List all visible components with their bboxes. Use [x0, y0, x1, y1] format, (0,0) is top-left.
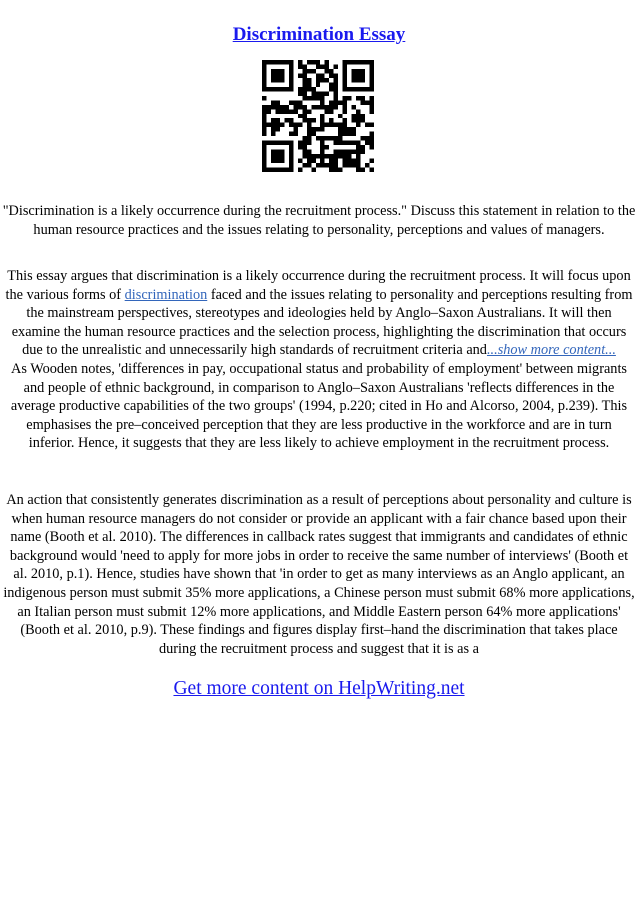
qr-code-icon	[262, 60, 374, 172]
wooden-paragraph: As Wooden notes, 'differences in pay, occupational status and probability of employment' between migrants and people of ethnic background, in comparison to Anglo–Saxon Australians 'reflects differences in the average productive capabilities of the two groups' (1994, p.220; cited in Ho and Alcorso, 2004, p.239). This emphasises the pre–conceived perception that they are less productive in the workforce and are in turn inferior. Hence, it suggests that they are less likely to achieve employment in the recruitment process.	[10, 360, 628, 452]
document-title-link[interactable]: Discrimination Essay	[232, 24, 406, 45]
essay-prompt: "Discrimination is a likely occurrence during the recruitment process." Discuss this statement in relation to the human resource practices and the issues relating to personality, perceptions and values of managers.	[2, 203, 636, 238]
intro-and-excerpt	[2, 267, 636, 453]
booth-paragraph: An action that consistently generates discrimination as a result of perceptions about personality and culture is when human resource managers do not consider or provide an applicant with a fair chance based upon their name (Booth et al. 2010). The differences in callback rates suggest that immigrants and candidates of ethnic background would 'need to apply for more jobs in order to receive the same number of interviews' (Booth et al. 2010, p.1). Hence, studies have shown that 'in order to get as many interviews as an Anglo applicant, an indigenous person must submit 35% more applications, a Chinese person must submit 68% more applications, an Italian person must submit 12% more applications, and Middle Eastern person 64% more applications' (Booth et al. 2010, p.9). These findings and figures display first–hand the discrimination that takes place during the recruitment process and suggest that it is as a	[3, 492, 635, 657]
get-more-content-link[interactable]: Get more content on HelpWriting.net	[173, 678, 465, 699]
intro-text-after: faced and the issues relating to personality and perceptions resulting from the mainstream perspectives, stereotypes and ideologies held by Anglo–Saxon Australians. It will then examine the human resource practices and the selection process, highlighting the discrimination that occurs due to the unrealistic and unnecessarily high standards of recruitment criteria and	[11, 286, 633, 359]
show-more-link[interactable]: ...show more content...	[486, 342, 616, 359]
discrimination-link[interactable]: discrimination	[124, 286, 208, 303]
intro-text-before: This essay argues that discrimination is a likely occurrence during the recruitment process. It will focus upon the various forms of	[5, 268, 631, 303]
